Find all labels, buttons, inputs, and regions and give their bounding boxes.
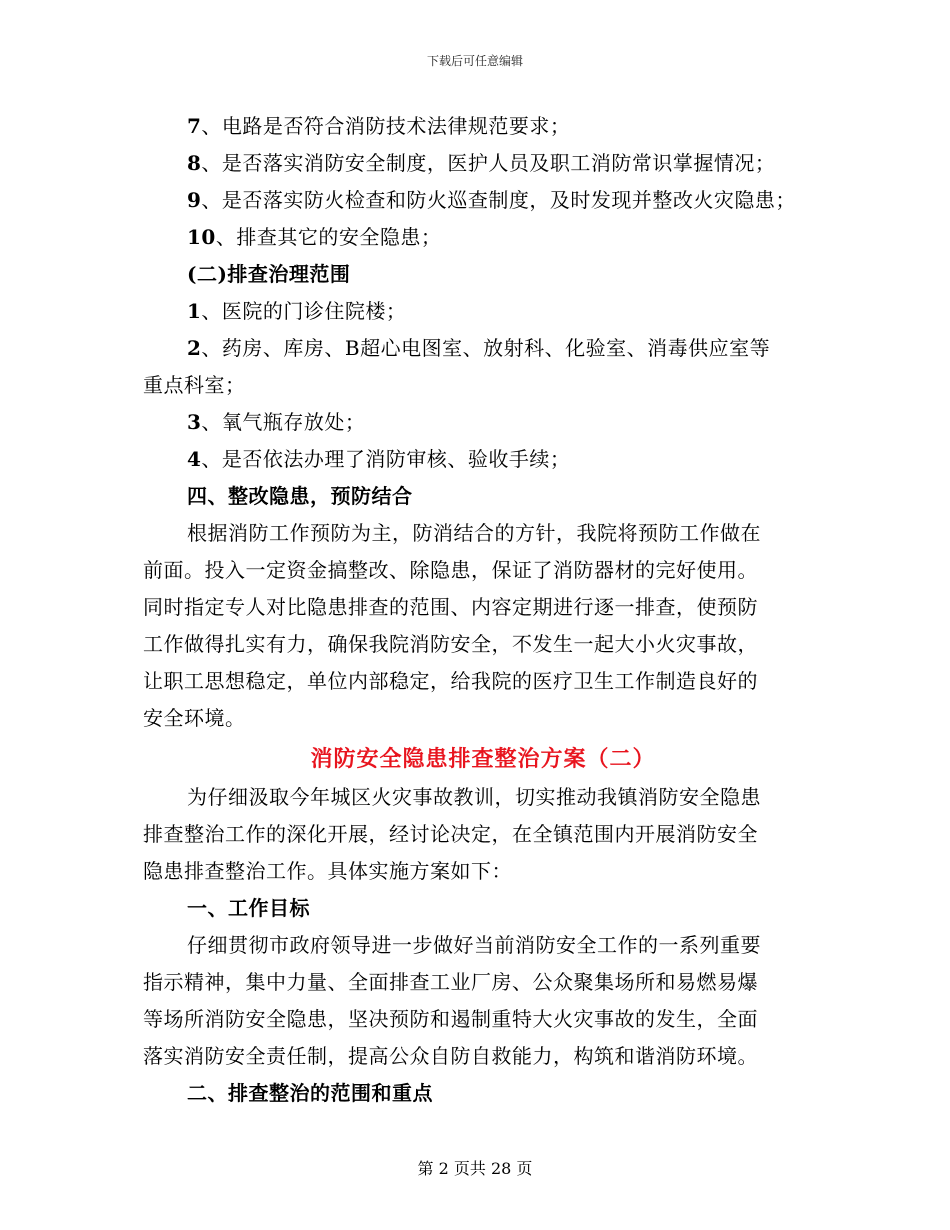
plan-title: 消防安全隐患排查整治方案（二）	[310, 746, 656, 772]
list-item-continuation: 重点科室；	[143, 373, 246, 397]
list-item	[143, 293, 823, 330]
paragraph-line: 根据消防工作预防为主，防消结合的方针，我院将预防工作做在	[187, 521, 761, 545]
list-item	[143, 404, 823, 441]
section-heading: 二、排查整治的范围和重点	[187, 1081, 433, 1105]
item-text: 、是否落实防火检查和防火巡查制度，及时发现并整改火灾隐患；	[201, 188, 796, 212]
paragraph-line: 排查整治工作的深化开展，经讨论决定，在全镇范围内开展消防安全	[143, 822, 758, 846]
list-item	[143, 219, 823, 256]
section-heading: (二)排查治理范围	[187, 262, 351, 286]
paragraph-line: 落实消防安全责任制，提高公众自防自救能力，构筑和谐消防环境。	[143, 1044, 758, 1068]
item-text: 、是否依法办理了消防审核、验收手续；	[201, 447, 571, 471]
paragraph-line: 让职工思想稳定，单位内部稳定，给我院的医疗卫生工作制造良好的	[143, 669, 758, 693]
item-text: 、医院的门诊住院楼；	[201, 299, 407, 323]
paragraph-line: 仔细贯彻市政府领导进一步做好当前消防安全工作的一系列重要	[187, 933, 761, 957]
page-footer: 第 2 页共 28 页	[417, 1159, 533, 1178]
list-item	[143, 108, 823, 145]
paragraph-line: 指示精神，集中力量、全面排查工业厂房、公众聚集场所和易燃易爆	[143, 970, 758, 994]
item-text: 、氧气瓶存放处；	[201, 410, 366, 434]
list-item	[143, 182, 823, 219]
item-number: 9	[187, 188, 202, 212]
section-heading: 一、工作目标	[187, 896, 310, 920]
paragraph-line: 安全环境。	[143, 706, 246, 730]
paragraph-line: 为仔细汲取今年城区火灾事故教训，切实推动我镇消防安全隐患	[187, 785, 761, 809]
section-heading: 四、整改隐患，预防结合	[187, 484, 413, 508]
paragraph-line: 工作做得扎实有力，确保我院消防安全，不发生一起大小火灾事故，	[143, 632, 758, 656]
item-number: 2	[187, 336, 202, 360]
item-text: 、电路是否符合消防技术法律规范要求；	[201, 114, 571, 138]
item-number: 4	[187, 447, 202, 471]
page-header: 下载后可任意编辑	[426, 54, 523, 68]
list-item	[143, 145, 823, 182]
item-text: 、药房、库房、B超心电图室、放射科、化验室、消毒供应室等	[201, 336, 771, 360]
paragraph-line: 同时指定专人对比隐患排查的范围、内容定期进行逐一排查，使预防	[143, 595, 758, 619]
item-number: 1	[187, 299, 202, 323]
item-text: 、排查其它的安全隐患；	[215, 225, 442, 249]
paragraph-line: 前面。投入一定资金搞整改、除隐患，保证了消防器材的完好使用。	[143, 558, 758, 582]
list-item	[143, 330, 823, 367]
item-number: 7	[187, 114, 202, 138]
item-number: 8	[187, 151, 202, 175]
item-number: 3	[187, 410, 202, 434]
item-number: 10	[187, 225, 216, 249]
document-body	[143, 108, 823, 1112]
list-item	[143, 441, 823, 478]
paragraph-line: 等场所消防安全隐患，坚决预防和遏制重特大火灾事故的发生，全面	[143, 1007, 758, 1031]
item-text: 、是否落实消防安全制度，医护人员及职工消防常识掌握情况；	[201, 151, 776, 175]
paragraph-line: 隐患排查整治工作。具体实施方案如下：	[143, 859, 512, 883]
